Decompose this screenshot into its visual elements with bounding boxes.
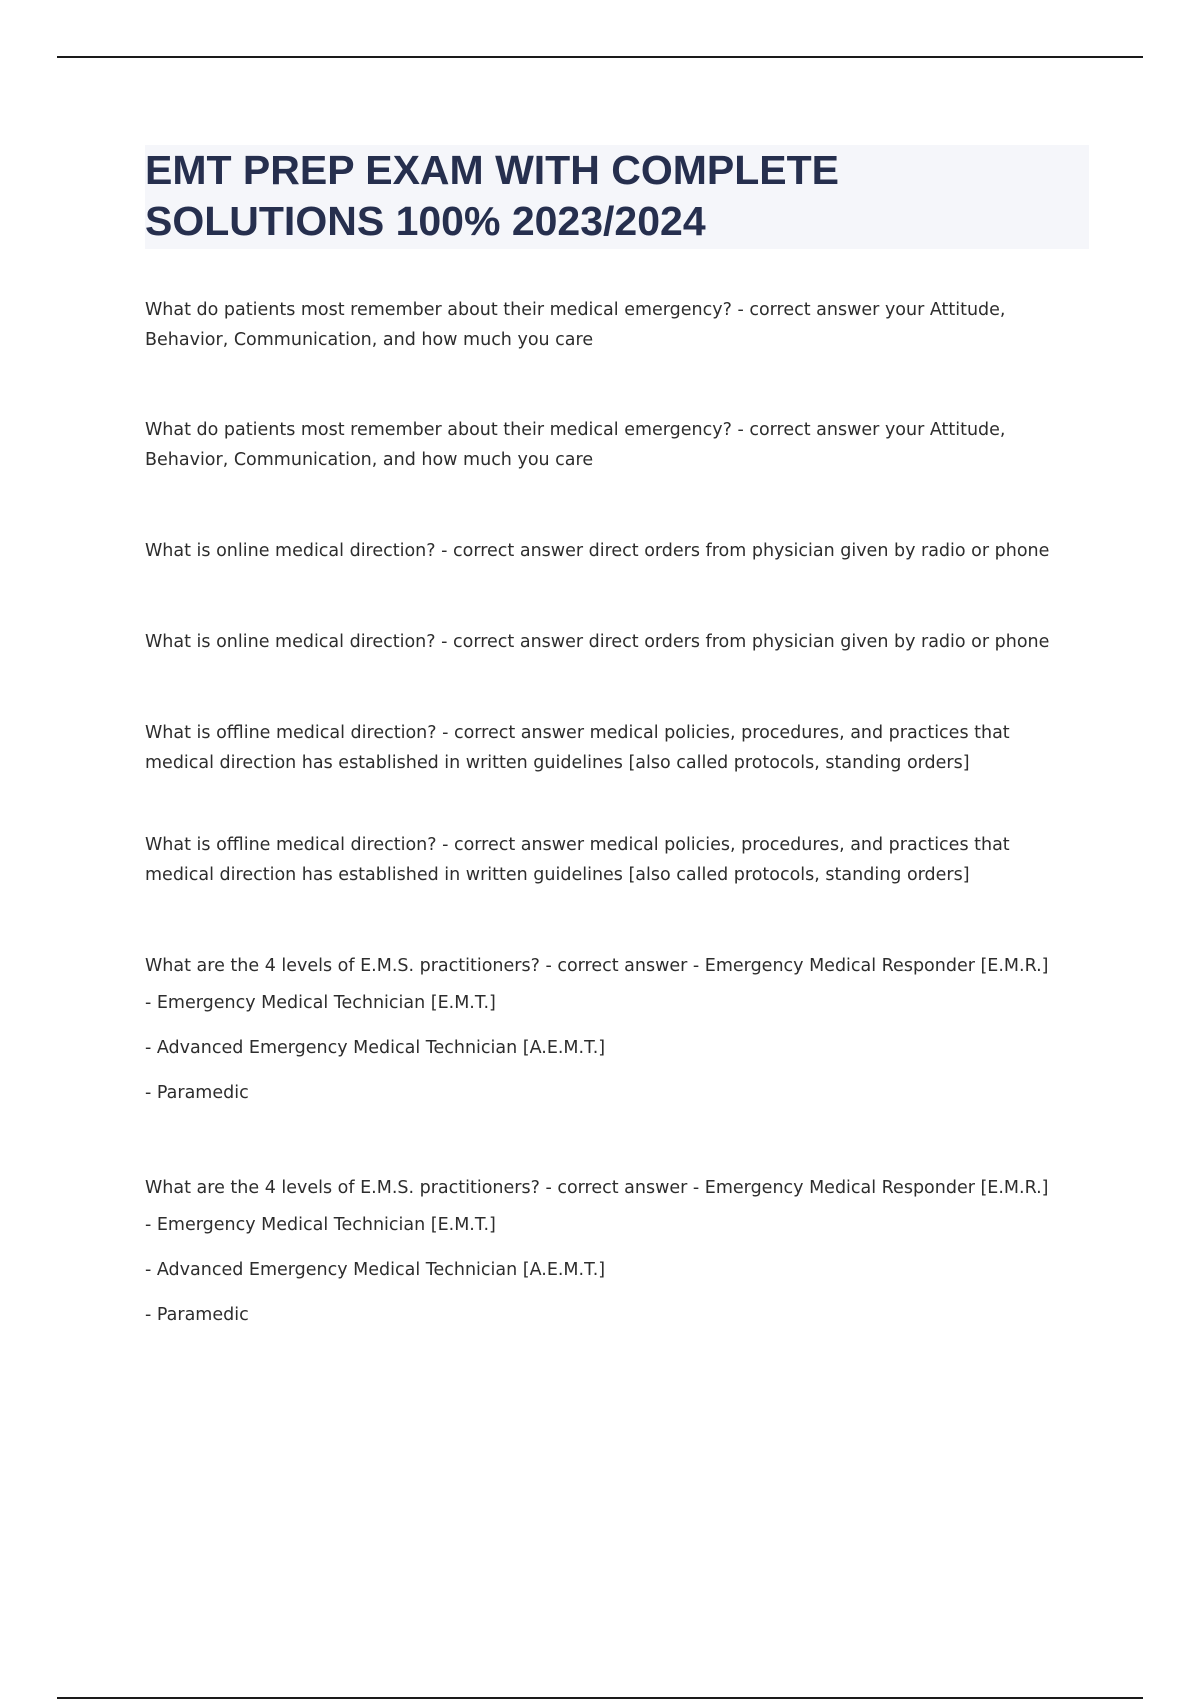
qa-item-1 bbox=[145, 295, 1089, 355]
qa-text-line: What are the 4 levels of E.M.S. practitioners? - correct answer - Emergency Medical Responder [E.M.R.] bbox=[145, 1178, 1049, 1198]
qa-text-line: What is online medical direction? - correct answer direct orders from physician given by radio or phone bbox=[145, 541, 1050, 561]
qa-text-line: What is offline medical direction? - correct answer medical policies, procedures, and practices that bbox=[145, 835, 1010, 855]
title-line-1: EMT PREP EXAM WITH COMPLETE bbox=[145, 147, 839, 193]
qa-sub-item: - Paramedic bbox=[145, 1083, 249, 1103]
qa-item-2 bbox=[145, 415, 1089, 475]
qa-item-8 bbox=[145, 1173, 1089, 1338]
qa-list bbox=[145, 295, 1089, 1338]
page-content bbox=[145, 145, 1089, 1338]
qa-text-line: What are the 4 levels of E.M.S. practitioners? - correct answer - Emergency Medical Responder [E.M.R.] bbox=[145, 956, 1049, 976]
qa-text-line: Behavior, Communication, and how much you care bbox=[145, 330, 594, 350]
qa-text-line: What do patients most remember about their medical emergency? - correct answer your Attitude, bbox=[145, 300, 1006, 320]
qa-item-5 bbox=[145, 718, 1089, 778]
qa-text-line: Behavior, Communication, and how much you care bbox=[145, 450, 594, 470]
qa-text-line: medical direction has established in written guidelines [also called protocols, standing orders] bbox=[145, 865, 970, 885]
qa-text-line: What is offline medical direction? - correct answer medical policies, procedures, and practices that bbox=[145, 723, 1010, 743]
document-title bbox=[145, 145, 1089, 249]
qa-item-7 bbox=[145, 951, 1089, 1116]
top-divider bbox=[57, 56, 1143, 58]
qa-item-6 bbox=[145, 830, 1089, 890]
qa-sub-item: - Advanced Emergency Medical Technician [A.E.M.T.] bbox=[145, 1260, 606, 1280]
title-line-2: SOLUTIONS 100% 2023/2024 bbox=[145, 198, 706, 244]
qa-sub-item: - Paramedic bbox=[145, 1305, 249, 1325]
qa-text-line: What do patients most remember about their medical emergency? - correct answer your Attitude, bbox=[145, 420, 1006, 440]
qa-text-line: What is online medical direction? - correct answer direct orders from physician given by radio or phone bbox=[145, 632, 1050, 652]
qa-item-4 bbox=[145, 627, 1089, 657]
qa-sub-item: - Emergency Medical Technician [E.M.T.] bbox=[145, 1215, 496, 1235]
qa-sub-item: - Advanced Emergency Medical Technician [A.E.M.T.] bbox=[145, 1038, 606, 1058]
qa-item-3 bbox=[145, 536, 1089, 566]
qa-text-line: medical direction has established in written guidelines [also called protocols, standing orders] bbox=[145, 753, 970, 773]
qa-sub-item: - Emergency Medical Technician [E.M.T.] bbox=[145, 993, 496, 1013]
bottom-divider bbox=[57, 1697, 1143, 1699]
